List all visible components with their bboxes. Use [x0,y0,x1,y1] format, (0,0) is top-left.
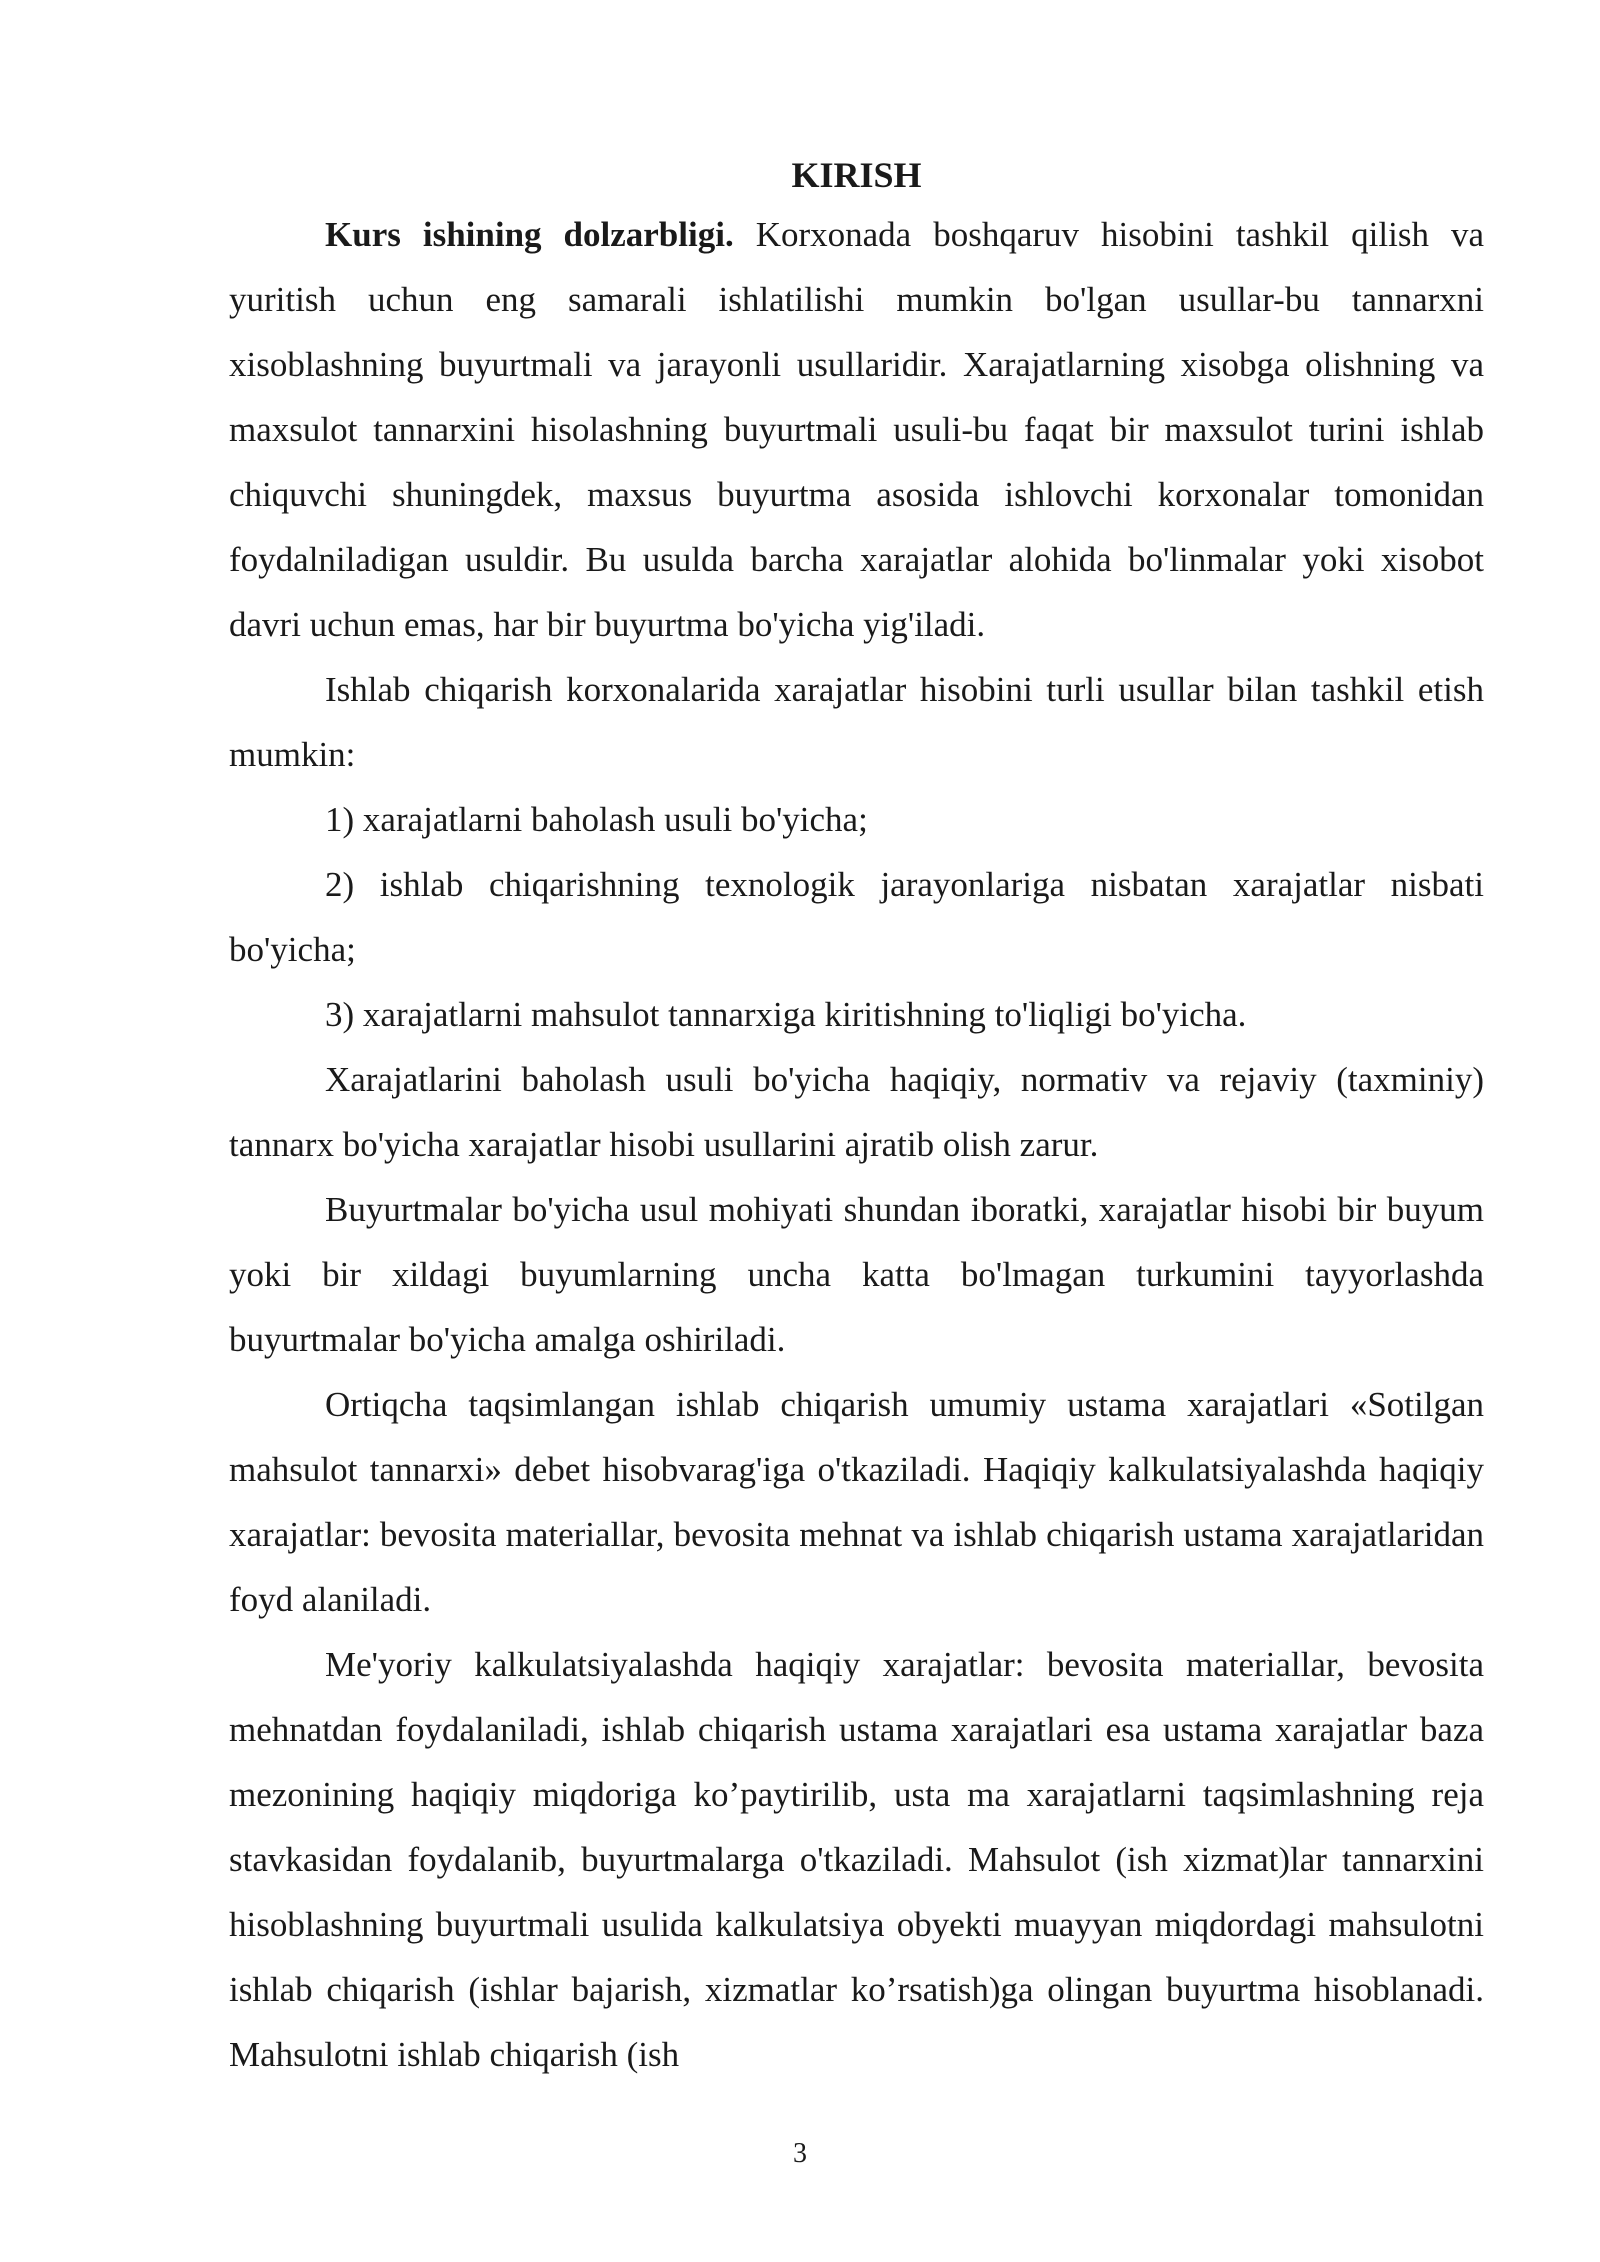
document-page [229,148,1484,2087]
paragraph-3: Buyurtmalar bo'yicha usul mohiyati shundan iboratki, xarajatlar hisobi bir buyum yoki bir xildagi buyumlarning uncha katta bo'lmagan turkumini tayyorlashda buyurtmalar bo'yicha amalga oshiriladi. [229,1190,1484,1359]
document-title: KIRISH [791,155,922,195]
list-item-3: 3) xarajatlarni mahsulot tannarxiga kiritishning to'liqligi bo'yicha. [325,995,1247,1034]
intro-lead: Kurs ishining dolzarbligi. [325,215,734,254]
paragraph-2: Xarajatlarini baholash usuli bo'yicha haqiqiy, normativ va rejaviy (taxminiy) tannarx bo'yicha xarajatlar hisobi usullarini ajratib olish zarur. [229,1060,1484,1164]
paragraph-4: Ortiqcha taqsimlangan ishlab chiqarish umumiy ustama xarajatlari «Sotilgan mahsulot tannarxi» debet hisobvarag'iga o'tkaziladi. Haqiqiy kalkulatsiyalashda haqiqiy xarajatlar: bevosita materiallar, bevosita mehnat va ishlab chiqarish ustama xarajatlaridan foyd alaniladi. [229,1385,1484,1619]
paragraph-5: Me'yoriy kalkulatsiyalashda haqiqiy xarajatlar: bevosita materiallar, bevosita mehnatdan foydalaniladi, ishlab chiqarish ustama xarajatlari esa ustama xarajatlar baza mezonining haqiqiy miqdoriga ko’paytirilib, usta ma xarajatlarni taqsimlashning reja stavkasidan foydalanib, buyurtmalarga o'tkaziladi. Mahsulot (ish xizmat)lar tannarxini hisoblashning buyurtmali usulida kalkulatsiya obyekti muayyan miqdordagi mahsulotni ishlab chiqarish (ishlar bajarish, xizmatlar ko’rsatish)ga olingan buyurtma hisoblanadi. Mahsulotni ishlab chiqarish (ish [229,1645,1484,2074]
intro-text: Korxonada boshqaruv hisobini tashkil qilish va yuritish uchun eng samarali ishlatilishi mumkin bo'lgan usullar-bu tannarxni xisoblashning buyurtmali va jarayonli usullaridir. Xarajatlarning xisobga olishning va maxsulot tannarxini hisolashning buyurtmali usuli-bu faqat bir maxsulot turini ishlab chiquvchi shuningdek, maxsus buyurtma asosida ishlovchi korxonalar tomonidan foydalniladigan usuldir. Bu usulda barcha xarajatlar alohida bo'linmalar yoki xisobot davri uchun emas, har bir buyurtma bo'yicha yig'iladi. [229,215,1484,644]
paragraph-1: Ishlab chiqarish korxonalarida xarajatlar hisobini turli usullar bilan tashkil etish mumkin: [229,670,1484,774]
page-number: 3 [793,2138,807,2169]
list-item-1: 1) xarajatlarni baholash usuli bo'yicha; [325,800,868,839]
intro-paragraph [229,202,1484,657]
list-item-2: 2) ishlab chiqarishning texnologik jarayonlariga nisbatan xarajatlar nisbati bo'yicha; [229,865,1484,969]
